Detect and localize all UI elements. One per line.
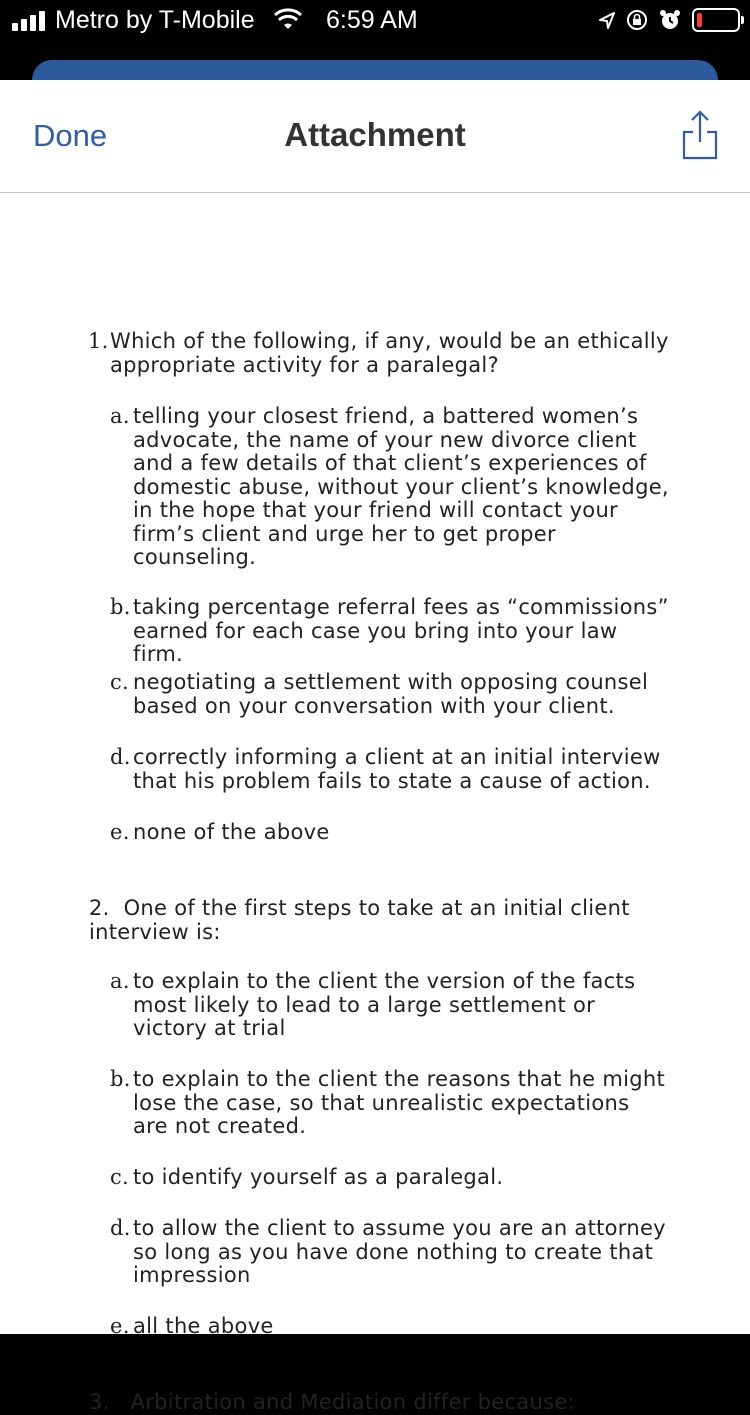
option-1c bbox=[110, 671, 670, 718]
option-letter: e. bbox=[110, 1314, 130, 1338]
option-1a bbox=[110, 405, 670, 570]
question-number: 1. bbox=[88, 329, 109, 353]
done-button[interactable]: Done bbox=[33, 118, 108, 153]
page-title: Attachment bbox=[284, 116, 466, 153]
option-text: none of the above bbox=[133, 820, 330, 844]
option-letter: a. bbox=[110, 404, 130, 428]
option-text: all the above bbox=[133, 1314, 274, 1338]
location-icon bbox=[598, 10, 616, 30]
option-2e bbox=[110, 1315, 670, 1339]
option-1e bbox=[110, 821, 670, 845]
option-text: to identify yourself as a paralegal. bbox=[133, 1165, 504, 1189]
option-text: to explain to the client the version of the facts most likely to lead to a large settlement or victory at trial bbox=[133, 969, 636, 1040]
question-number: 2. bbox=[89, 896, 110, 920]
attachment-sheet bbox=[0, 80, 750, 1414]
battery-icon bbox=[692, 8, 740, 32]
question-text: Which of the following, if any, would be an ethically appropriate activity for a paralegal? bbox=[110, 329, 669, 377]
status-bar bbox=[0, 0, 750, 42]
option-letter: d. bbox=[110, 745, 131, 769]
question-3 bbox=[89, 1391, 689, 1415]
option-1b bbox=[110, 596, 670, 667]
clock: 6:59 AM bbox=[326, 6, 418, 34]
option-letter: a. bbox=[110, 969, 130, 993]
carrier-label: Metro by T-Mobile bbox=[55, 6, 255, 34]
option-letter: b. bbox=[110, 595, 131, 619]
share-icon[interactable] bbox=[680, 108, 720, 162]
wifi-icon bbox=[274, 9, 302, 31]
lock-rotation-icon bbox=[626, 9, 648, 31]
option-text: to explain to the client the reasons that he might lose the case, so that unrealistic expectations are not created. bbox=[133, 1067, 666, 1138]
question-text: One of the first steps to take at an initial client interview is: bbox=[89, 896, 630, 944]
option-2c bbox=[110, 1166, 670, 1190]
option-2b bbox=[110, 1068, 670, 1139]
question-number: 3. bbox=[89, 1390, 110, 1414]
option-2d bbox=[110, 1217, 670, 1288]
option-text: telling your closest friend, a battered women’s advocate, the name of your new divorce client and a few details of that client’s experiences of domestic abuse, without your client’s knowledge, in the hope that your friend will contact your firm’s client and urge her to get proper counseling. bbox=[133, 404, 669, 569]
option-letter: e. bbox=[110, 820, 130, 844]
option-letter: d. bbox=[110, 1216, 131, 1240]
option-text: correctly informing a client at an initial interview that his problem fails to state a cause of action. bbox=[133, 745, 661, 793]
question-text: Arbitration and Mediation differ because: bbox=[130, 1390, 575, 1414]
option-1d bbox=[110, 746, 670, 793]
option-letter: c. bbox=[110, 670, 130, 694]
option-letter: c. bbox=[110, 1165, 130, 1189]
alarm-icon bbox=[658, 8, 682, 32]
option-text: taking percentage referral fees as “commissions” earned for each case you bring into your law firm. bbox=[133, 595, 669, 666]
option-2a bbox=[110, 970, 670, 1041]
option-letter: b. bbox=[110, 1067, 131, 1091]
question-2 bbox=[89, 897, 649, 944]
question-1 bbox=[88, 330, 670, 377]
option-text: to allow the client to assume you are an attorney so long as you have done nothing to create that impression bbox=[133, 1216, 666, 1287]
option-text: negotiating a settlement with opposing counsel based on your conversation with your client. bbox=[133, 670, 649, 718]
navigation-bar bbox=[0, 80, 750, 193]
